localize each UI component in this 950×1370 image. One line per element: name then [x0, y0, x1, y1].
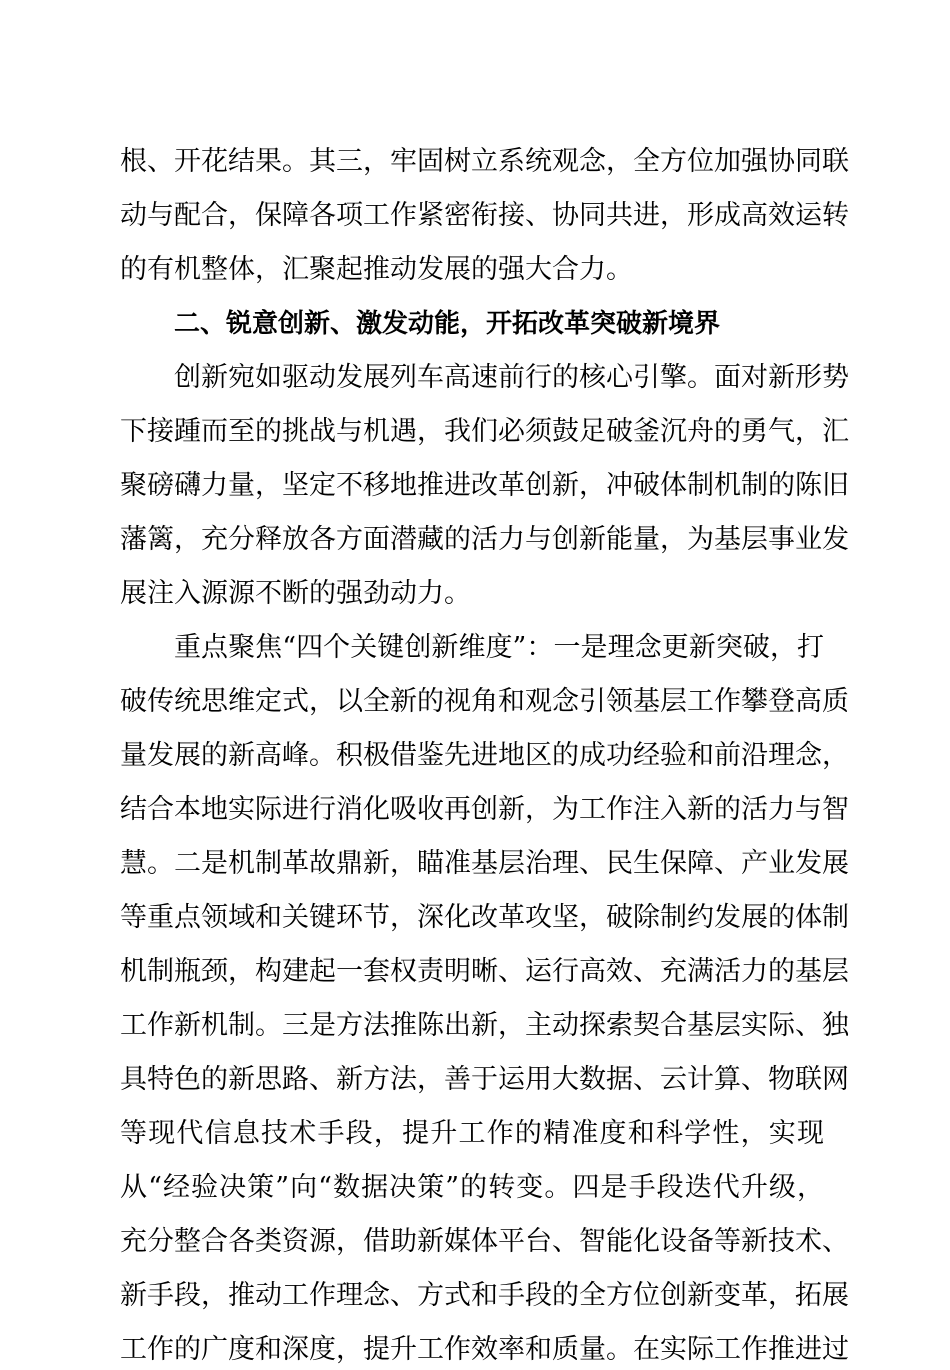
paragraph-2-line-1: 创新宛如驱动发展列车高速前行的核心引擎。面对新形势 [174, 362, 849, 393]
paragraph-3-line-6: 等重点领域和关键环节，深化改革攻坚，破除制约发展的体制 [120, 902, 849, 933]
paragraph-3-line-3: 量发展的新高峰。积极借鉴先进地区的成功经验和前沿理念， [120, 740, 849, 771]
paragraph-3-line-8: 工作新机制。三是方法推陈出新，主动探索契合基层实际、独 [120, 1010, 849, 1041]
paragraph-3-line-11: 从“经验决策”向“数据决策”的转变。四是手段迭代升级， [120, 1172, 824, 1203]
paragraph-3-line-14: 工作的广度和深度，提升工作效率和质量。在实际工作推进过 [120, 1334, 849, 1365]
paragraph-2-line-2: 下接踵而至的挑战与机遇，我们必须鼓足破釜沉舟的勇气，汇 [120, 416, 849, 447]
paragraph-1-line-1: 根、开花结果。其三，牢固树立系统观念，全方位加强协同联 [120, 146, 849, 177]
paragraph-3-line-12: 充分整合各类资源，借助新媒体平台、智能化设备等新技术、 [120, 1226, 849, 1257]
paragraph-1-line-3: 的有机整体，汇聚起推动发展的强大合力。 [120, 254, 633, 285]
paragraph-3-line-9: 具特色的新思路、新方法，善于运用大数据、云计算、物联网 [120, 1064, 849, 1095]
paragraph-3-line-1: 重点聚焦“四个关键创新维度”：一是理念更新突破，打 [174, 632, 824, 663]
section-heading: 二、锐意创新、激发动能，开拓改革突破新境界 [174, 309, 721, 339]
paragraph-3-line-2: 破传统思维定式，以全新的视角和观念引领基层工作攀登高质 [120, 686, 849, 717]
paragraph-3-line-4: 结合本地实际进行消化吸收再创新，为工作注入新的活力与智 [120, 794, 849, 825]
paragraph-3-line-5: 慧。二是机制革故鼎新，瞄准基层治理、民生保障、产业发展 [120, 848, 849, 879]
paragraph-1-line-2: 动与配合，保障各项工作紧密衔接、协同共进，形成高效运转 [120, 200, 849, 231]
paragraph-3-line-10: 等现代信息技术手段，提升工作的精准度和科学性，实现 [120, 1118, 824, 1149]
paragraph-2-line-3: 聚磅礴力量，坚定不移地推进改革创新，冲破体制机制的陈旧 [120, 470, 849, 501]
paragraph-3-line-13: 新手段，推动工作理念、方式和手段的全方位创新变革，拓展 [120, 1280, 849, 1311]
paragraph-2-line-4: 藩篱，充分释放各方面潜藏的活力与创新能量，为基层事业发 [120, 524, 849, 555]
paragraph-2-line-5: 展注入源源不断的强劲动力。 [120, 578, 471, 609]
paragraph-3-line-7: 机制瓶颈，构建起一套权责明晰、运行高效、充满活力的基层 [120, 956, 849, 987]
